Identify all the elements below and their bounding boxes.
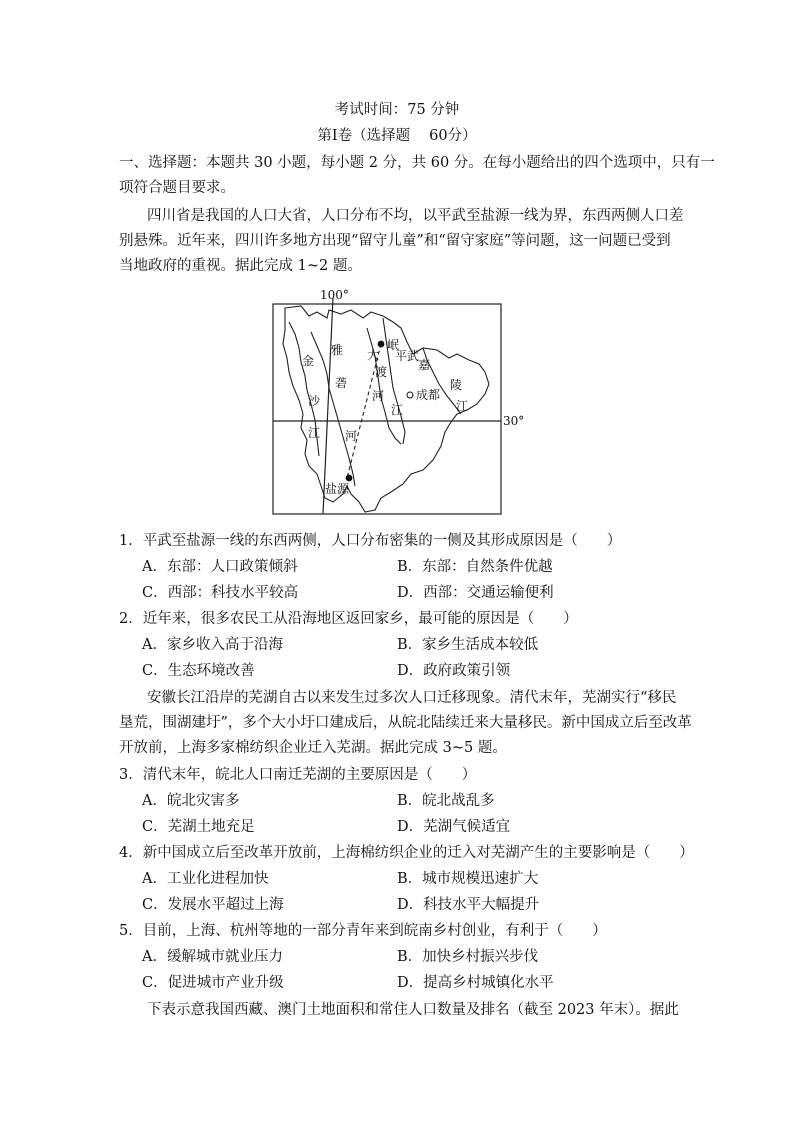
min-river (383, 318, 405, 444)
passage2-line-1: 安徽长江沿岸的芜湖自古以来发生过多次人口迁移现象。清代末年，芜湖实行“移民 (147, 690, 677, 706)
latitude-label: 30° (503, 414, 525, 428)
label-long: 砻 (335, 376, 348, 390)
sichuan-map (271, 288, 525, 518)
exam-time: 考试时间：75 分钟 (334, 102, 460, 118)
question-1-stem: 1．平武至盐源一线的东西两侧，人口分布密集的一侧及其形成原因是（ ） (119, 533, 622, 549)
question-3-stem: 3．清代末年，皖北人口南迁芜湖的主要原因是（ ） (119, 767, 477, 783)
question-1-option-a[interactable]: A．东部：人口政策倾斜 (142, 559, 298, 575)
question-2-option-a[interactable]: A．家乡收入高于沿海 (142, 637, 283, 653)
question-2-option-d[interactable]: D．政府政策引领 (397, 663, 511, 679)
question-4-option-d[interactable]: D．科技水平大幅提升 (397, 897, 540, 913)
question-3-option-a[interactable]: A．皖北灾害多 (142, 793, 240, 809)
instructions-line-1: 一、选择题：本题共 30 小题，每小题 2 分，共 60 分。在每小题给出的四个选项中，只有一 (119, 155, 715, 171)
passage1-line-1: 四川省是我国的人口大省，人口分布不均，以平武至盐源一线为界，东西两侧人口差 (147, 208, 684, 224)
question-3-option-d[interactable]: D．芜湖气候适宜 (397, 819, 511, 835)
longitude-label: 100° (320, 288, 349, 302)
question-3-option-b[interactable]: B．皖北战乱多 (397, 793, 495, 809)
question-1-option-b[interactable]: B．东部：自然条件优越 (397, 559, 553, 575)
question-4-option-c[interactable]: C．发展水平超过上海 (142, 897, 284, 913)
label-sha: 沙 (308, 394, 321, 408)
label-jin: 金 (302, 354, 315, 368)
instructions-line-2: 项符合题目要求。 (119, 180, 235, 196)
passage1-line-3: 当地政府的重视。据此完成 1~2 题。 (119, 258, 362, 274)
passage2-line-2: 垦荒，围湖建圩”，多个大小圩口建成后，从皖北陆续迁来大量移民。新中国成立后至改革 (119, 715, 692, 731)
label-da: 大 (367, 348, 380, 362)
part-title: 第Ⅰ卷（选择题 60分） (317, 128, 477, 144)
question-4-stem: 4．新中国成立后至改革开放前，上海棉纺织企业的迁入对芜湖产生的主要影响是（ ） (119, 845, 694, 861)
label-he-2: 河 (372, 389, 385, 403)
question-2-option-c[interactable]: C．生态环境改善 (142, 663, 255, 679)
question-2-option-b[interactable]: B．家乡生活成本较低 (397, 637, 539, 653)
label-ling: 陵 (450, 378, 463, 392)
question-5-stem: 5．目前，上海、杭州等地的一部分青年来到皖南乡村创业，有利于（ ） (119, 923, 607, 939)
label-jiang-3: 江 (456, 399, 469, 413)
question-1-option-d[interactable]: D．西部：交通运输便利 (397, 585, 554, 601)
question-4-option-b[interactable]: B．城市规模迅速扩大 (397, 871, 539, 887)
label-ya: 雅 (331, 343, 344, 357)
passage2-line-3: 开放前，上海多家棉纺织企业迁入芜湖。据此完成 3~5 题。 (119, 740, 507, 756)
question-5-option-b[interactable]: B．加快乡村振兴步伐 (397, 949, 539, 965)
yanyuan-point (346, 475, 353, 482)
label-he-1: 河 (345, 429, 358, 443)
label-yanyuan: 盐源 (325, 482, 350, 496)
label-pingwu: 平武 (395, 349, 420, 363)
label-jia: 嘉 (418, 358, 431, 372)
pingwu-point (378, 341, 385, 348)
label-jiang-2: 江 (391, 403, 404, 417)
label-min: 岷 (387, 338, 400, 352)
question-4-option-a[interactable]: A．工业化进程加快 (142, 871, 269, 887)
chengdu-point (407, 392, 413, 398)
question-5-option-a[interactable]: A．缓解城市就业压力 (142, 949, 283, 965)
label-jiang-1: 江 (308, 426, 321, 440)
question-5-option-d[interactable]: D．提高乡村城镇化水平 (397, 975, 554, 991)
passage1-line-2: 别悬殊。近年来，四川许多地方出现“留守儿童”和“留守家庭”等问题，这一问题已受到 (119, 233, 671, 249)
question-2-stem: 2．近年来，很多农民工从沿海地区返回家乡，最可能的原因是（ ） (119, 611, 578, 627)
label-chengdu: 成都 (416, 388, 441, 402)
label-du: 渡 (375, 365, 388, 379)
question-5-option-c[interactable]: C．促进城市产业升级 (142, 975, 284, 991)
question-3-option-c[interactable]: C．芜湖土地充足 (142, 819, 255, 835)
passage3-line-1: 下表示意我国西藏、澳门土地面积和常住人口数量及排名（截至 2023 年末）。据此 (147, 1002, 679, 1018)
question-1-option-c[interactable]: C．西部：科技水平较高 (142, 585, 299, 601)
